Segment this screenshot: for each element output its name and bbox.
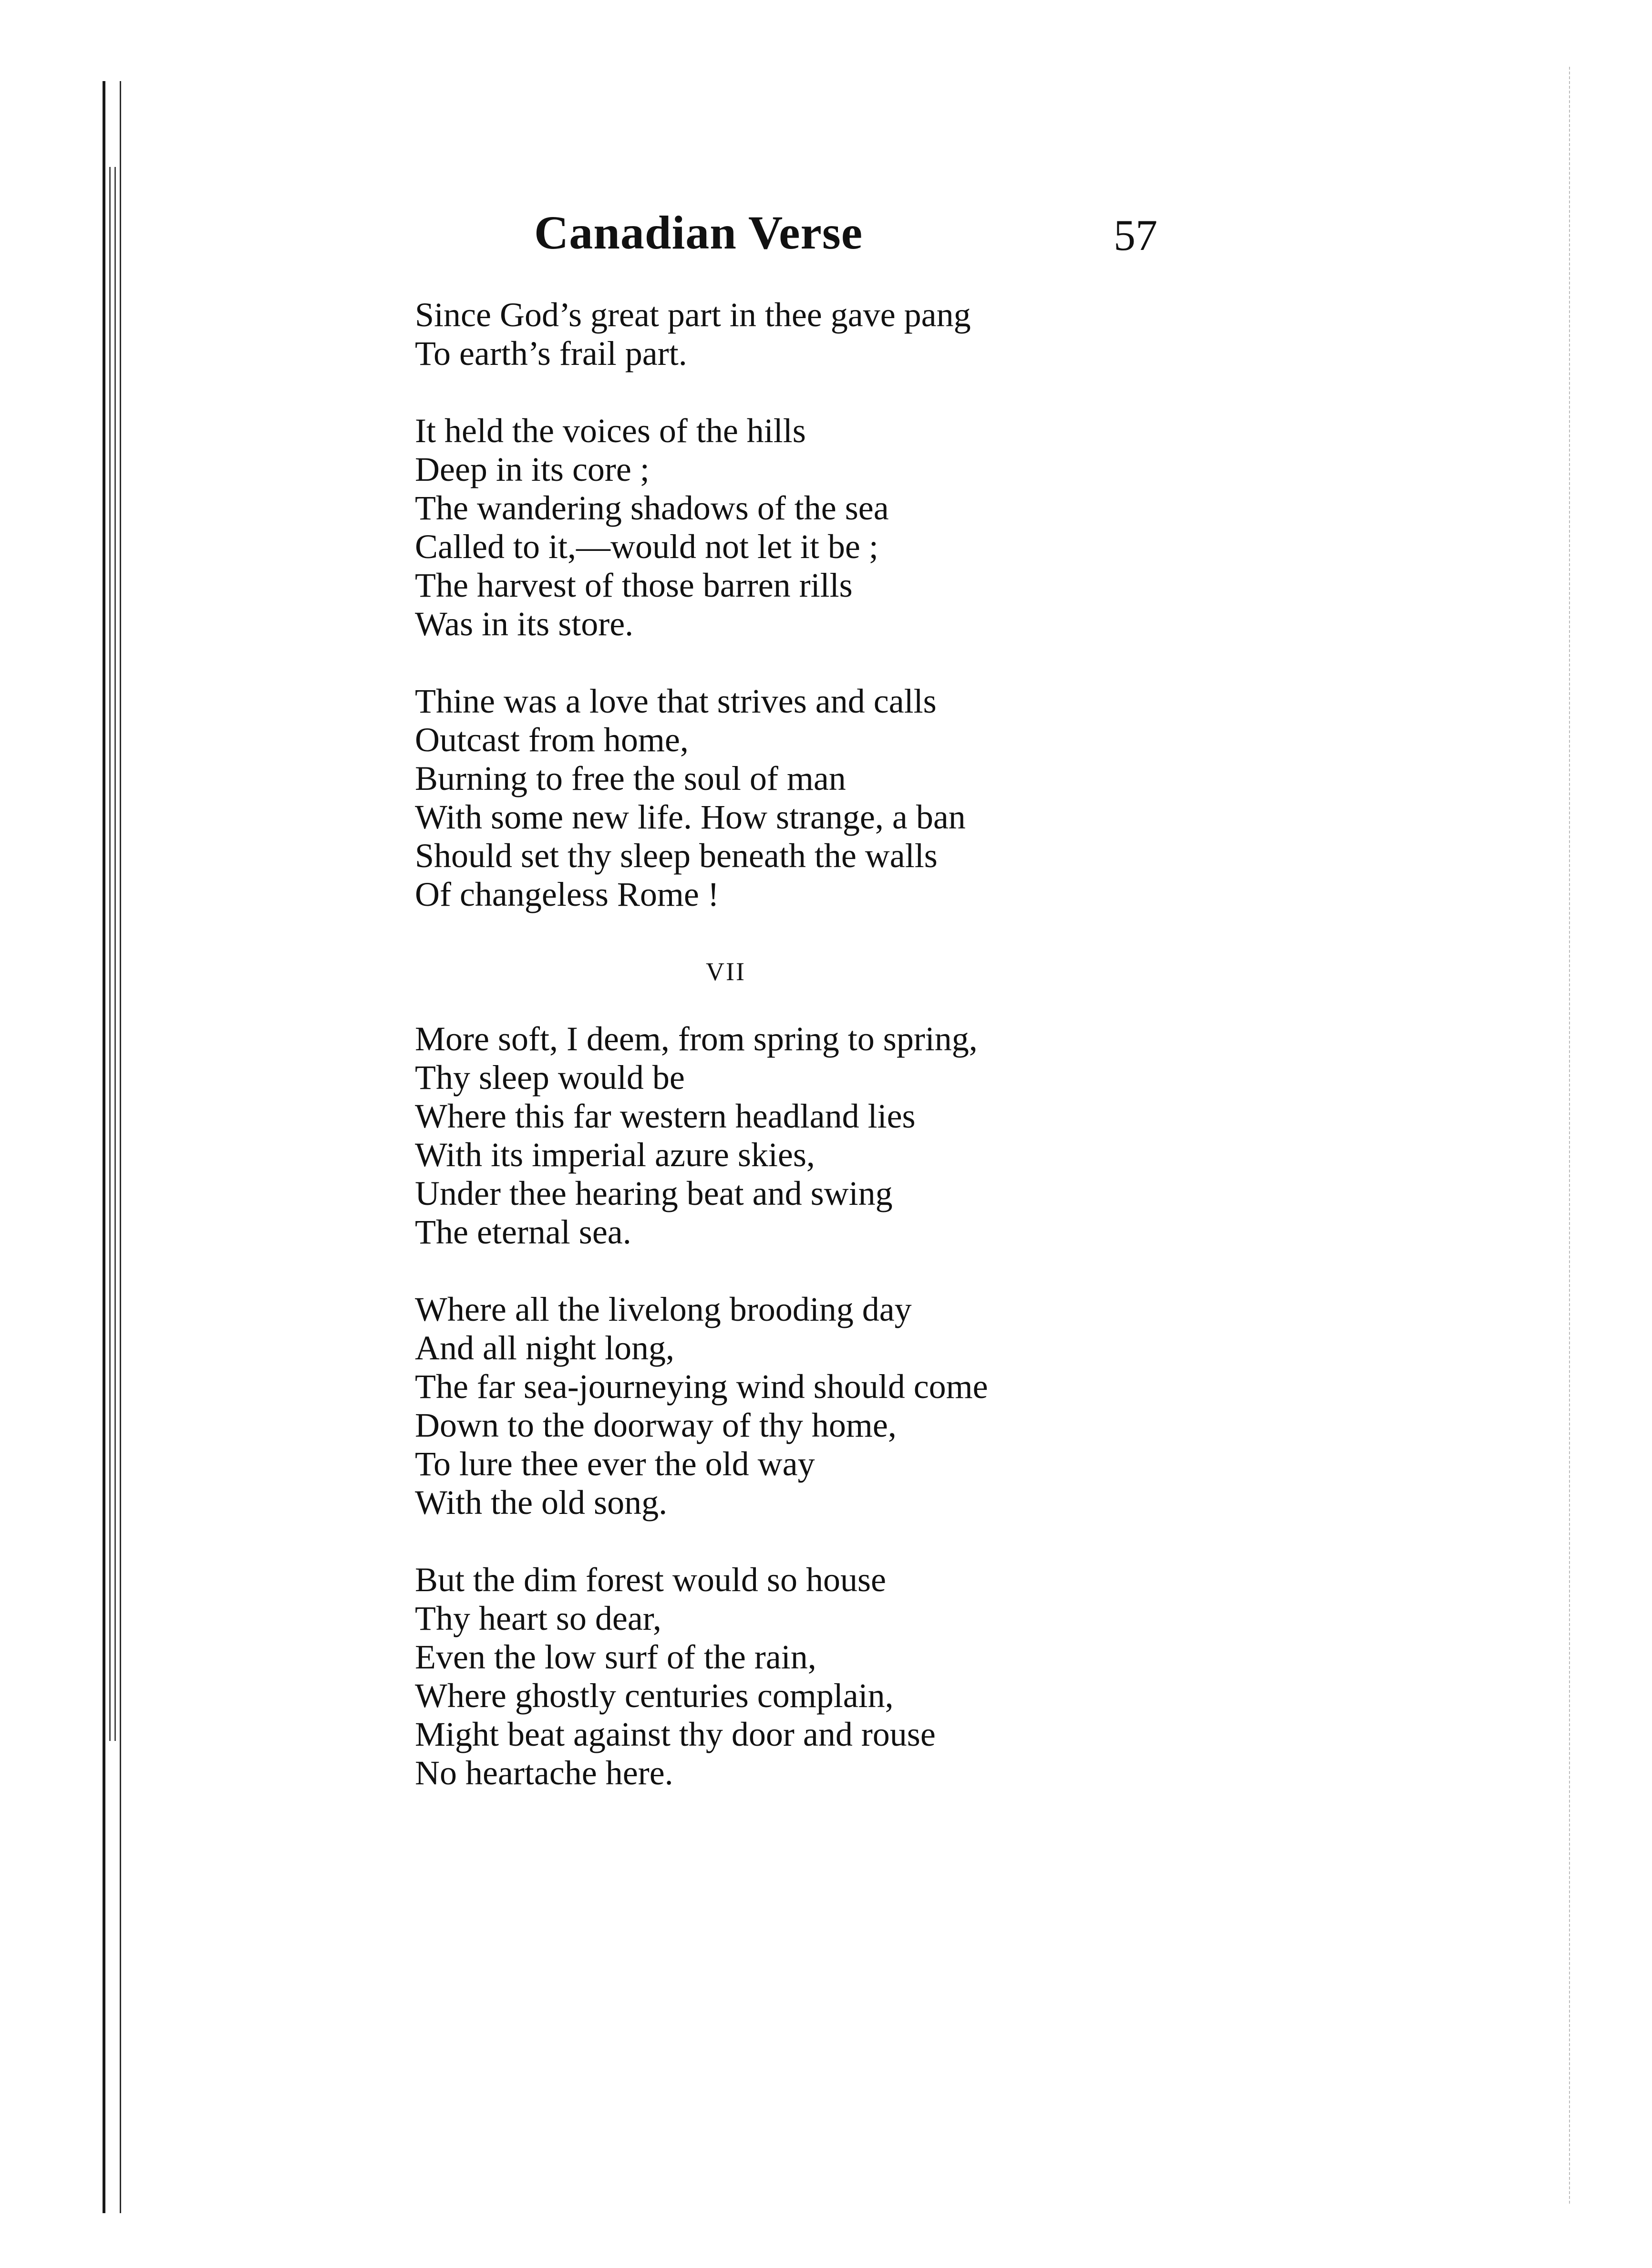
stanzas-after — [415, 1020, 1273, 1792]
section-numeral: VII — [706, 957, 746, 986]
verse-line: With its imperial azure skies, — [415, 1136, 815, 1174]
verse-line: Deep in its core ; — [415, 450, 650, 488]
verse-line: It held the voices of the hills — [415, 412, 806, 450]
verse-line: Since God’s great part in thee gave pang — [415, 296, 971, 334]
verse-line: With some new life. How strange, a ban — [415, 798, 966, 836]
verse-line: The far sea-journeying wind should come — [415, 1367, 988, 1406]
verse-line: Called to it,—would not let it be ; — [415, 528, 878, 566]
verse-line: Down to the doorway of thy home, — [415, 1406, 897, 1444]
verse-line: But the dim forest would so house — [415, 1561, 886, 1599]
verse-line: Where this far western headland lies — [415, 1097, 916, 1135]
binding-edge-inner — [109, 167, 116, 1741]
stanza — [415, 412, 1273, 643]
verse-line: The eternal sea. — [415, 1213, 631, 1251]
verse-line: Where ghostly centuries complain, — [415, 1677, 894, 1715]
verse-line: Burning to free the soul of man — [415, 759, 846, 797]
stanza — [415, 1561, 1273, 1792]
page-header — [534, 205, 1164, 277]
stanzas-before — [415, 296, 1273, 914]
stanza — [415, 1290, 1273, 1522]
verse-line: No heartache here. — [415, 1754, 673, 1792]
stanza — [415, 1020, 1273, 1252]
page-number: 57 — [1114, 211, 1157, 259]
verse-line: The harvest of those barren rills — [415, 566, 853, 604]
verse-line: Thine was a love that strives and calls — [415, 682, 937, 720]
verse-line: More soft, I deem, from spring to spring, — [415, 1020, 978, 1058]
verse-line: Where all the livelong brooding day — [415, 1290, 912, 1328]
verse-line: Was in its store. — [415, 605, 634, 643]
verse-line: Of changeless Rome ! — [415, 875, 719, 913]
verse-line: And all night long, — [415, 1329, 674, 1367]
binding-edge — [103, 81, 121, 2213]
verse-line: To earth’s frail part. — [415, 334, 687, 373]
verse-line: Might beat against thy door and rouse — [415, 1715, 936, 1753]
stanza — [415, 682, 1273, 914]
verse-line: Outcast from home, — [415, 721, 689, 759]
running-title: Canadian Verse — [534, 206, 863, 259]
verse-line: To lure thee ever the old way — [415, 1445, 815, 1483]
poem-body — [415, 296, 1273, 1831]
verse-line: Under thee hearing beat and swing — [415, 1174, 893, 1212]
verse-line: The wandering shadows of the sea — [415, 489, 889, 527]
verse-line: Even the low surf of the rain, — [415, 1638, 816, 1676]
verse-line: With the old song. — [415, 1483, 668, 1522]
verse-line: Should set thy sleep beneath the walls — [415, 837, 938, 875]
verse-line: Thy sleep would be — [415, 1058, 685, 1097]
verse-line: Thy heart so dear, — [415, 1599, 661, 1637]
page-right-edge — [1569, 67, 1576, 2204]
stanza — [415, 296, 1273, 373]
